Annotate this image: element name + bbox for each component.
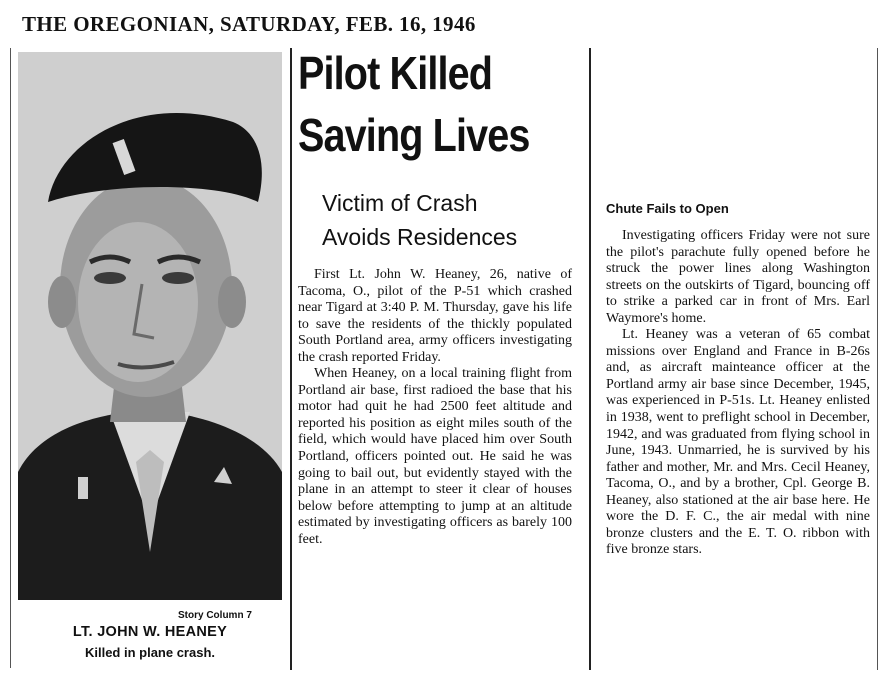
deck-line-1: Victim of Crash — [322, 190, 478, 216]
headline-line-1: Pilot Killed — [298, 47, 493, 99]
column-rule-1 — [290, 48, 292, 670]
column-rule-right — [877, 48, 878, 670]
headline-line-2: Saving Lives — [298, 109, 530, 161]
photo-caption-name: LT. JOHN W. HEANEY — [72, 624, 228, 640]
column-rule-2 — [589, 48, 591, 670]
deck-line-2: Avoids Residences — [322, 224, 518, 250]
portrait-illustration — [18, 52, 282, 600]
masthead: THE OREGONIAN, SATURDAY, FEB. 16, 1946 — [22, 12, 476, 36]
column-rule-left — [10, 48, 11, 668]
article-column-2 — [298, 267, 572, 548]
story-column-label: Story Column 7 — [178, 610, 252, 621]
column3-paragraph-2: Lt. Heaney was a veteran of 65 combat missions over England and France in B-26s and, as aircraft mainteance officer at the Portland army air base since December, 1945, was experienced in P-51s. Lt. Heaney enlisted in 1938, went to preflight school in December, 1942, and was graduated from flying school in June, 1943. Unmarried, he is survived by his father and mother, Mr. and Mrs. Cecil Heaney, Tacoma, O., and by a brother, Cpl. George B. Heaney, also stationed at the air base here. He wore the D. F. C., the air medal with nine bronze clusters and the E. T. O. ribbon with five bronze stars. — [606, 327, 870, 558]
column3-paragraph-1: Investigating officers Friday were not sure the pilot's parachute fully opened before he struck the power lines along Washington streets on the outskirts of Tigard, bouncing off to strike a parked car in front of Mrs. Earl Waymore's home. — [606, 228, 870, 326]
deck-headline — [322, 186, 582, 254]
headline — [298, 42, 539, 166]
photo-caption-subtitle: Killed in plane crash. — [84, 645, 216, 660]
column3-subhead: Chute Fails to Open — [606, 201, 729, 216]
portrait-photo — [18, 52, 282, 600]
column2-paragraph-2: When Heaney, on a local training flight from Portland air base, first radioed the base that his motor had quit he had 2500 feet altitude and reported his position as eight miles south of the field, which would have placed him over South Portland, officers pointed out. He said he was going to bail out, but evidently stayed with the plane in an attempt to steer it clear of houses below before attempting to jump at an altitude estimated by investigating officers as barely 100 feet. — [298, 366, 572, 547]
article-column-3 — [606, 228, 870, 559]
column2-paragraph-1: First Lt. John W. Heaney, 26, native of Tacoma, O., pilot of the P-51 which crashed near Tigard at 3:40 P. M. Thursday, gave his life to save the residents of the thickly populated South Portland area, army officers investigating the crash reported Friday. — [298, 267, 572, 365]
